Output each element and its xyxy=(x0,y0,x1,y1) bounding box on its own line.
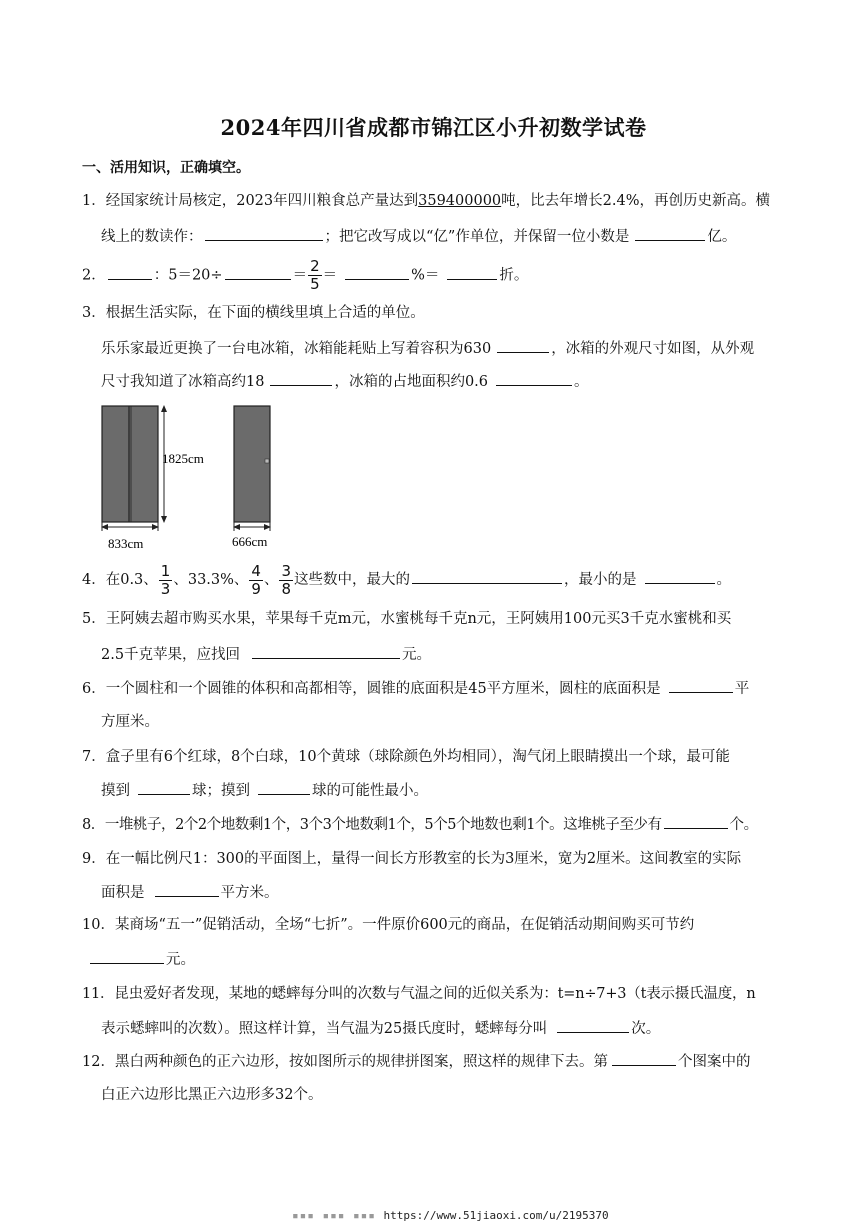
q3-text: ，冰箱的外观尺寸如图，从外观 xyxy=(551,341,755,357)
q1-text: ；把它改写成以“亿”作单位，并保留一位小数是 xyxy=(324,229,630,245)
q3-line1: 3．根据生活实际，在下面的横线里填上合适的单位。 xyxy=(82,305,425,321)
q1-text: 1．经国家统计局核定，2023年四川粮食总产量达到 xyxy=(82,193,419,209)
fridge-depth-label: 666cm xyxy=(232,534,268,549)
q1-text: 吨，比去年增长2.4%，再创历史新高。横 xyxy=(501,193,770,209)
footer-watermark xyxy=(292,1209,609,1222)
q1-number: 359400000 xyxy=(418,193,502,209)
q4-text: 、 xyxy=(263,572,279,588)
q1-text: 亿。 xyxy=(707,229,737,245)
q6-text: 平 xyxy=(734,681,750,697)
fridge-handle xyxy=(265,459,269,463)
q9-text: 平方米。 xyxy=(220,885,279,901)
q3-text: 。 xyxy=(574,374,589,390)
section-title: 一、活用知识，正确填空。 xyxy=(82,160,250,176)
fridge-diagram xyxy=(98,400,298,560)
q3-text: ，冰箱的占地面积约0.6 xyxy=(334,374,489,390)
q8-text: 个。 xyxy=(729,817,758,833)
q2-line xyxy=(82,258,528,293)
q7-blank-least[interactable] xyxy=(258,779,310,795)
q4-text: ，最小的是 xyxy=(564,572,637,588)
q8-blank-peaches[interactable] xyxy=(664,813,728,829)
q7-text: 球的可能性最小。 xyxy=(312,783,428,799)
q4-line xyxy=(82,562,731,598)
q4-fraction-2: $\frac{4}{9}$ xyxy=(251,561,261,598)
q3-line2 xyxy=(101,337,754,360)
q10-line1: 10．某商场“五一”促销活动，全场“七折”。一件原价600元的商品，在促销活动期间购买可节约 xyxy=(82,917,695,933)
q4-text: 这些数中，最大的 xyxy=(294,572,411,588)
q2-text: ＝ xyxy=(292,267,308,284)
q6-line1 xyxy=(82,677,749,700)
q7-text: 摸到 xyxy=(101,783,130,799)
q2-text: 2． xyxy=(82,267,106,284)
q12-text: 12．黑白两种颜色的正六边形，按如图所示的规律拼图案，照这样的规律下去。第 xyxy=(82,1054,608,1070)
q11-line1: 11．昆虫爱好者发现，某地的蟋蟀每分叫的次数与气温之间的近似关系为：t=n÷7+3（t表示摄氏温度，n xyxy=(82,986,756,1002)
footer-url[interactable]: https://www.51jiaoxi.com/u/2195370 xyxy=(383,1209,609,1222)
q4-fraction-3: $\frac{3}{8}$ xyxy=(281,561,292,598)
q4-fraction-1: $\frac{1}{3}$ xyxy=(160,561,171,598)
q2-text: 折。 xyxy=(499,267,529,284)
q7-text: 球；摸到 xyxy=(192,783,250,799)
q6-line2: 方厘米。 xyxy=(101,714,159,730)
q3-blank-volume[interactable] xyxy=(497,337,549,353)
q2-text: ：5＝20÷ xyxy=(153,267,223,284)
watermark-mark: ▪▪▪ ▪▪▪ ▪▪▪ xyxy=(292,1209,384,1222)
q12-blank-pattern[interactable] xyxy=(612,1050,676,1066)
q5-line2 xyxy=(101,643,431,666)
q2-text: %＝ xyxy=(411,267,440,284)
q9-blank-area[interactable] xyxy=(155,881,219,897)
q8-line xyxy=(82,813,758,836)
q3-text: 乐乐家最近更换了一台电冰箱，冰箱能耗贴上写着容积为630 xyxy=(101,341,492,357)
q11-text: 次。 xyxy=(631,1021,661,1037)
q4-text: 。 xyxy=(716,572,732,588)
q10-blank-save[interactable] xyxy=(90,948,164,964)
q9-text: 面积是 xyxy=(101,885,145,901)
q2-blank-4[interactable] xyxy=(447,264,497,280)
q8-text: 8．一堆桃子，2个2个地数剩1个，3个3个地数剩1个，5个5个地数也剩1个。这堆桃子至少有 xyxy=(82,817,662,833)
q2-text: ＝ xyxy=(322,267,338,284)
q6-text: 6．一个圆柱和一个圆锥的体积和高都相等，圆锥的底面积是45平方厘米，圆柱的底面积是 xyxy=(82,681,661,697)
fridge-side-body xyxy=(234,406,270,522)
q7-line1: 7．盒子里有6个红球，8个白球，10个黄球（球除颜色外均相同），淘气闭上眼睛摸出一个球，最可能 xyxy=(82,749,730,765)
q10-text: 元。 xyxy=(166,952,195,968)
q5-blank-change[interactable] xyxy=(252,643,400,659)
fridge-width-label: 833cm xyxy=(108,536,144,551)
q10-line2 xyxy=(90,948,195,971)
q4-blank-max[interactable] xyxy=(412,568,562,584)
q3-text: 尺寸我知道了冰箱高约18 xyxy=(101,374,265,390)
q2-blank-2[interactable] xyxy=(225,264,291,280)
q7-blank-most[interactable] xyxy=(138,779,190,795)
q11-blank-chirps[interactable] xyxy=(557,1017,629,1033)
q1-line1 xyxy=(82,190,770,212)
arrow-head xyxy=(161,405,167,412)
q4-text: 4．在0.3、 xyxy=(82,572,158,588)
q5-line1: 5．王阿姨去超市购买水果，苹果每千克m元，水蜜桃每千克n元，王阿姨用100元买3千克水蜜桃和买 xyxy=(82,611,732,627)
arrow-head xyxy=(161,516,167,523)
q9-line1: 9．在一幅比例尺1：300的平面图上，量得一间长方形教室的长为3厘米，宽为2厘米。这间教室的实际 xyxy=(82,851,742,867)
q3-line3 xyxy=(101,370,589,393)
q6-blank-base[interactable] xyxy=(669,677,733,693)
q12-text: 个图案中的 xyxy=(677,1054,751,1070)
q1-line2 xyxy=(101,225,736,248)
q12-line2: 白正六边形比黑正六边形多32个。 xyxy=(101,1087,323,1103)
q1-blank-yi[interactable] xyxy=(635,225,705,241)
fridge-height-label: 1825cm xyxy=(162,451,204,466)
q11-text: 表示蟋蟀叫的次数）。照这样计算，当气温为25摄氏度时，蟋蟀每分叫 xyxy=(101,1021,548,1037)
q4-blank-min[interactable] xyxy=(645,568,715,584)
q7-line2 xyxy=(101,779,428,802)
q3-blank-area[interactable] xyxy=(496,370,572,386)
fridge-front-body xyxy=(102,406,158,522)
page-title: 2024年四川省成都市锦江区小升初数学试卷 xyxy=(220,115,647,140)
q2-fraction: $\frac{2}{5}$ xyxy=(310,257,320,293)
q12-line1 xyxy=(82,1050,750,1073)
q11-line2 xyxy=(101,1017,660,1040)
q9-line2 xyxy=(101,881,279,904)
q3-blank-height[interactable] xyxy=(270,370,332,386)
q2-blank-1[interactable] xyxy=(108,264,152,280)
q5-text: 2.5千克苹果，应找回 xyxy=(101,647,241,663)
q4-text: 、33.3%、 xyxy=(173,572,249,588)
q1-text: 线上的数读作： xyxy=(101,229,203,245)
q2-blank-3[interactable] xyxy=(345,264,409,280)
q5-text: 元。 xyxy=(402,647,432,663)
q1-blank-reading[interactable] xyxy=(205,225,323,241)
